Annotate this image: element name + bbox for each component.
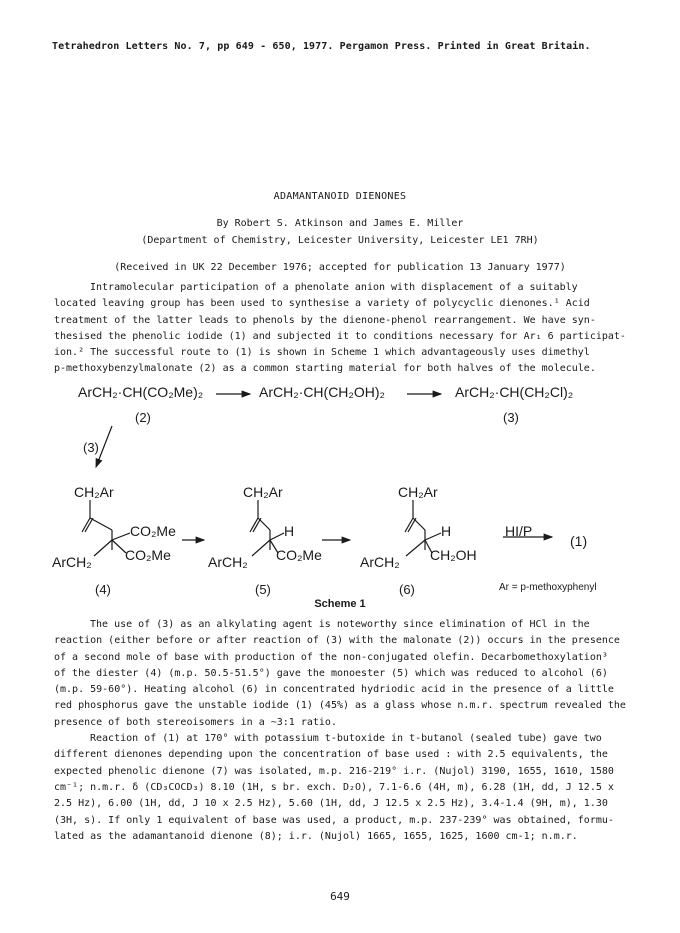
scheme-caption: Scheme 1	[314, 598, 366, 610]
c5-skeleton	[250, 500, 284, 556]
intro-line: p-methoxybenzylmalonate (2) as a common starting material for both halves of the molecule.	[54, 363, 596, 375]
c5-top-group: CH₂Ar	[243, 484, 283, 500]
compound-label-6: (6)	[399, 582, 415, 597]
compound-label-1: (1)	[570, 533, 588, 549]
body-line: different dienones depending upon the concentration of base used : with 2.5 equivalents, the	[54, 749, 608, 761]
intro-line: ion.² The successful route to (1) is shown in Scheme 1 which advantageously uses dimethyl	[54, 347, 590, 359]
compound-2-formula: ArCH₂·CH(CO₂Me)₂	[78, 384, 204, 400]
c4-top-group: CH₂Ar	[74, 484, 114, 500]
c6-substituent-2: CH₂OH	[430, 547, 477, 563]
c4-left-group: ArCH₂	[52, 554, 92, 570]
compound-label-4: (4)	[95, 582, 111, 597]
compound-label-3: (3)	[503, 410, 519, 425]
body-line: (m.p. 59-60°). Heating alcohol (6) in concentrated hydriodic acid in the presence of a little	[54, 684, 614, 696]
intro-line: Intramolecular participation of a phenolate anion with displacement of a suitably	[90, 282, 578, 293]
affiliation-line: (Department of Chemistry, Leicester University, Leicester LE1 7RH)	[141, 235, 539, 246]
page-number: 649	[330, 890, 350, 903]
c6-skeleton	[405, 500, 441, 556]
compound-label-2: (2)	[135, 410, 151, 425]
aryl-definition: Ar = p-methoxyphenyl	[499, 582, 597, 593]
body-paragraph	[54, 617, 630, 845]
intro-line: treatment of the latter leads to phenols by the dienone-phenol rearrangement. We have syn-	[54, 314, 596, 326]
body-line: 2.5 Hz), 6.00 (1H, dd, J 10 x 2.5 Hz), 5.60 (1H, dd, J 12.5 x 2.5 Hz), 3.4-1.4 (9H, m), 1.30	[54, 798, 608, 810]
c6-left-group: ArCH₂	[360, 554, 400, 570]
intro-line: located leaving group has been used to synthesise a variety of polycyclic dienones.¹ Acid	[54, 298, 590, 310]
c6-substituent-1: H	[441, 523, 452, 539]
c5-substituent-1: H	[284, 523, 295, 539]
arrow-reagent-label: (3)	[83, 440, 99, 455]
compound-diol-formula: ArCH₂·CH(CH₂OH)₂	[259, 384, 385, 400]
authors-line: By Robert S. Atkinson and James E. Miller	[216, 218, 464, 229]
body-line: red phosphorus gave the unstable iodide (1) (45%) as a glass whose n.m.r. spectrum revealed the	[54, 700, 626, 712]
journal-header: Tetrahedron Letters No. 7, pp 649 - 650, 1977. Pergamon Press. Printed in Great Britain.	[52, 41, 591, 52]
c5-left-group: ArCH₂	[208, 554, 248, 570]
body-line: of the diester (4) (m.p. 50.5-51.5°) gave the monoester (5) which was reduced to alcohol (6)	[54, 667, 608, 679]
body-line: expected phenolic dienone (7) was isolated, m.p. 216-219° i.r. (Nujol) 3190, 1655, 1610, 1580	[54, 765, 614, 777]
body-line: lated as the adamantanoid dienone (8); i.r. (Nujol) 1665, 1655, 1625, 1600 cm-1; n.m.r.	[54, 830, 578, 842]
intro-line: thesised the phenolic iodide (1) and subjected it to conditions necessary for Ar₁ 6 participat-	[54, 330, 626, 342]
article-title: ADAMANTANOID DIENONES	[273, 191, 407, 202]
c5-substituent-2: CO₂Me	[276, 547, 322, 563]
c4-skeleton	[82, 500, 130, 556]
c4-substituent-2: CO₂Me	[125, 547, 171, 563]
body-line: of a second mole of base with production of the non-conjugated olefin. Decarbomethoxylation³	[54, 651, 608, 663]
body-line: Reaction of (1) at 170° with potassium t-butoxide in t-butanol (sealed tube) gave two	[90, 733, 602, 745]
body-line: reaction (either before or after reaction of (3) with the malonate (2)) occurs in the presence	[54, 635, 620, 647]
body-line: cm⁻¹; n.m.r. δ (CD₃COCD₃) 8.10 (1H, s br. exch. D₂O), 7.1-6.6 (4H, m), 6.28 (1H, dd, J 12.5 x	[54, 781, 614, 793]
reaction-arrow	[96, 426, 112, 467]
c4-substituent-1: CO₂Me	[130, 523, 176, 539]
body-line: The use of (3) as an alkylating agent is noteworthy since elimination of HCl in the	[90, 619, 590, 630]
c6-top-group: CH₂Ar	[398, 484, 438, 500]
body-line: presence of both stereoisomers in a ~3:1 ratio.	[54, 716, 337, 728]
hip-reagent: HI/P	[505, 523, 533, 539]
compound-label-5: (5)	[255, 582, 271, 597]
body-line: (3H, s). If only 1 equivalent of base was used, a product, m.p. 237-239° was obtained, formu-	[54, 814, 614, 826]
received-line: (Received in UK 22 December 1976; accepted for publication 13 January 1977)	[114, 262, 566, 273]
compound-3-formula: ArCH₂·CH(CH₂Cl)₂	[455, 384, 574, 400]
